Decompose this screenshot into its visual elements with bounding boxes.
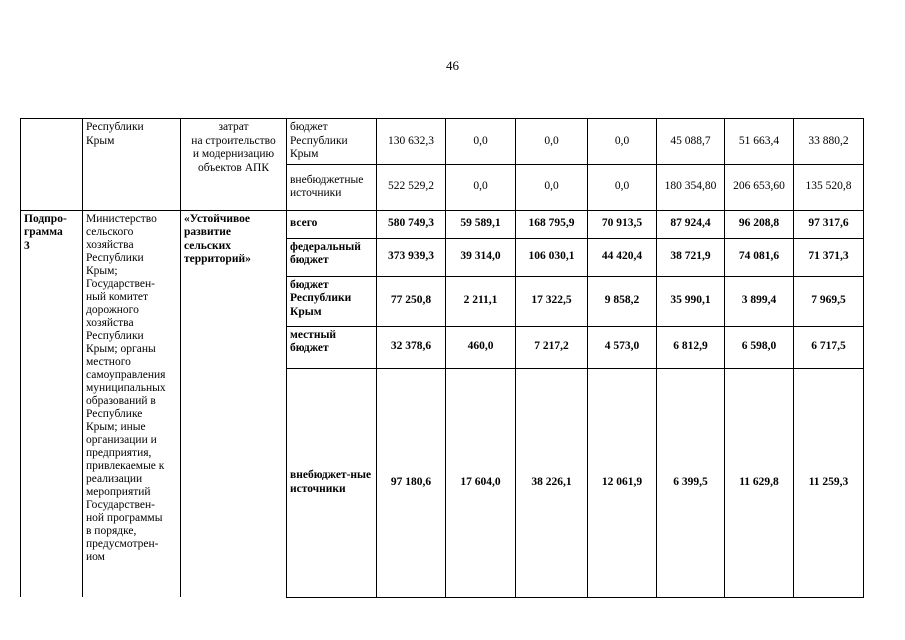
value-cell: 71 371,3 [794, 238, 864, 276]
value-cell: 87 924,4 [657, 210, 725, 238]
value-cell: 77 250,8 [377, 276, 446, 326]
source-cell: внебюджет-ные источники [287, 368, 377, 597]
value-cell: 0,0 [588, 119, 657, 165]
budget-table [20, 118, 864, 598]
subprogram-name-cell: «Устойчивое развитие сельских территорий» [181, 210, 287, 597]
value-cell: 6 598,0 [725, 326, 794, 368]
source-cell: бюджет Республики Крым [287, 276, 377, 326]
value-cell: 460,0 [446, 326, 516, 368]
value-cell: 9 858,2 [588, 276, 657, 326]
value-cell: 106 030,1 [516, 238, 588, 276]
value-cell: 44 420,4 [588, 238, 657, 276]
value-cell: 130 632,3 [377, 119, 446, 165]
value-cell: 135 520,8 [794, 164, 864, 210]
value-cell: 6 399,5 [657, 368, 725, 597]
value-cell: 373 939,3 [377, 238, 446, 276]
value-cell: 38 226,1 [516, 368, 588, 597]
program-cell [21, 119, 83, 211]
executor-cell: Министерство сельского хозяйства Республики Крым; Государствен- ный комитет дорожного хозяйства Республики Крым; органы местного самоуправления муниципальных образований в Республике Крым; иные организации и предприятия, привлекаемые к реализации мероприятий Государствен- ной программы в порядке, предусмотрен- иом [83, 210, 181, 597]
table-row [21, 210, 864, 238]
source-cell: всего [287, 210, 377, 238]
value-cell: 38 721,9 [657, 238, 725, 276]
value-cell: 6 717,5 [794, 326, 864, 368]
value-cell: 97 317,6 [794, 210, 864, 238]
value-cell: 580 749,3 [377, 210, 446, 238]
value-cell: 168 795,9 [516, 210, 588, 238]
source-cell: бюджет Республики Крым [287, 119, 377, 165]
value-cell: 35 990,1 [657, 276, 725, 326]
value-cell: 180 354,80 [657, 164, 725, 210]
value-cell: 97 180,6 [377, 368, 446, 597]
value-cell: 74 081,6 [725, 238, 794, 276]
value-cell: 0,0 [516, 119, 588, 165]
value-cell: 51 663,4 [725, 119, 794, 165]
page-number: 46 [446, 58, 459, 73]
value-cell: 206 653,60 [725, 164, 794, 210]
source-cell: федеральный бюджет [287, 238, 377, 276]
program-name-cell: затрат на строительство и модернизацию объектов АПК [181, 119, 287, 211]
value-cell: 0,0 [446, 164, 516, 210]
value-cell: 0,0 [446, 119, 516, 165]
value-cell: 11 259,3 [794, 368, 864, 597]
subprogram-cell: Подпро- грамма 3 [21, 210, 83, 597]
value-cell: 45 088,7 [657, 119, 725, 165]
table-row [21, 119, 864, 165]
value-cell: 0,0 [588, 164, 657, 210]
value-cell: 59 589,1 [446, 210, 516, 238]
executor-cell: Республики Крым [83, 119, 181, 211]
value-cell: 96 208,8 [725, 210, 794, 238]
value-cell: 11 629,8 [725, 368, 794, 597]
value-cell: 33 880,2 [794, 119, 864, 165]
value-cell: 0,0 [516, 164, 588, 210]
value-cell: 2 211,1 [446, 276, 516, 326]
value-cell: 17 322,5 [516, 276, 588, 326]
source-cell: местный бюджет [287, 326, 377, 368]
value-cell: 7 217,2 [516, 326, 588, 368]
value-cell: 39 314,0 [446, 238, 516, 276]
source-cell: внебюджетные источники [287, 164, 377, 210]
value-cell: 70 913,5 [588, 210, 657, 238]
value-cell: 17 604,0 [446, 368, 516, 597]
value-cell: 7 969,5 [794, 276, 864, 326]
value-cell: 32 378,6 [377, 326, 446, 368]
value-cell: 6 812,9 [657, 326, 725, 368]
value-cell: 522 529,2 [377, 164, 446, 210]
value-cell: 4 573,0 [588, 326, 657, 368]
value-cell: 12 061,9 [588, 368, 657, 597]
value-cell: 3 899,4 [725, 276, 794, 326]
